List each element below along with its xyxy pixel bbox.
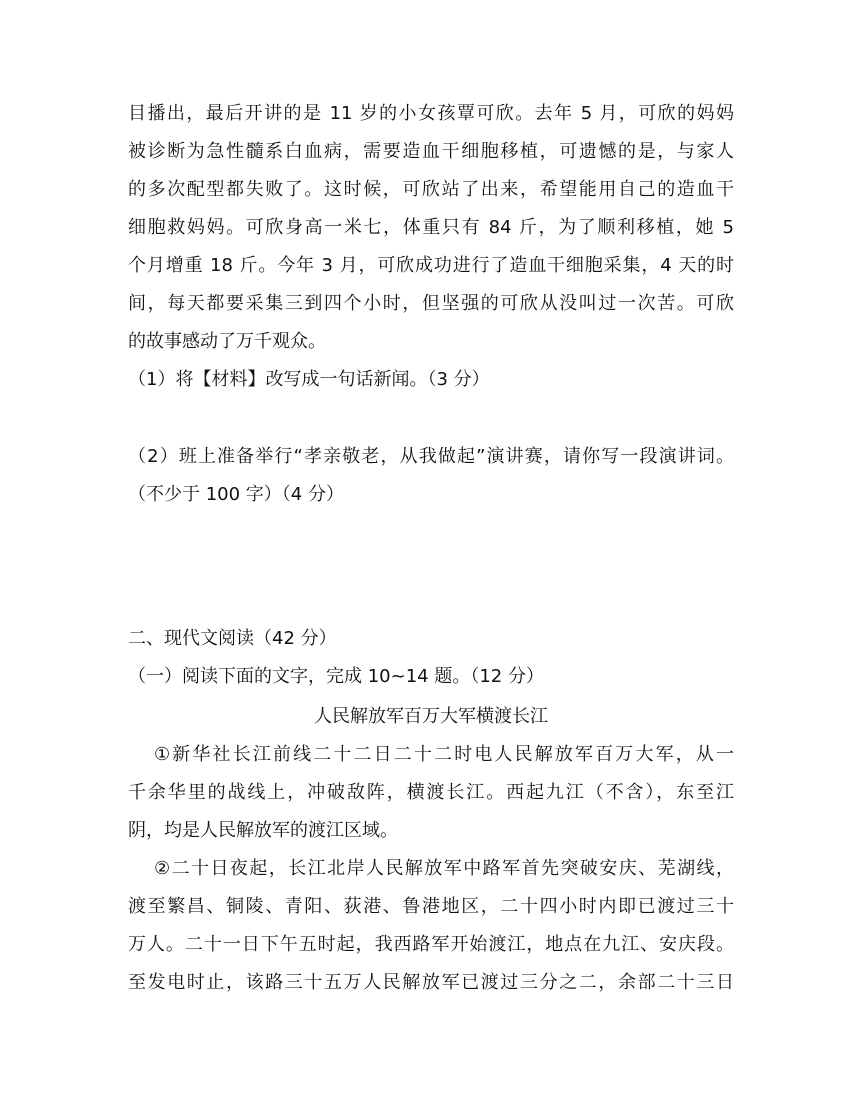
material-line-5: 个月增重 18 斤。今年 3 月，可欣成功进行了造血干细胞采集，4 天的时 [128,255,734,276]
article-para-2-line-1: ②二十日夜起，长江北岸人民解放军中路军首先突破安庆、芜湖线， [154,858,734,879]
material-line-3: 的多次配型都失败了。这时候，可欣站了出来，希望能用自己的造血干 [128,179,734,200]
material-line-6: 间，每天都要采集三到四个小时，但坚强的可欣从没叫过一次苦。可欣 [128,293,734,314]
article-para-1-line-2: 千余华里的战线上，冲破敌阵，横渡长江。西起九江（不含），东至江 [128,782,734,803]
material-line-4: 细胞救妈妈。可欣身高一米七，体重只有 84 斤，为了顺利移植，她 5 [128,217,734,238]
material-line-7: 的故事感动了万千观众。 [128,331,326,352]
subsection-1-heading: （一）阅读下面的文字，完成 10~14 题。（12 分） [128,666,544,687]
question-2-line-1: （2）班上准备举行“孝亲敬老，从我做起”演讲赛，请你写一段演讲词。 [128,446,734,467]
article-para-1-line-1: ①新华社长江前线二十二日二十二时电人民解放军百万大军，从一 [154,744,734,765]
article-para-2-line-2: 渡至繁昌、铜陵、青阳、荻港、鲁港地区，二十四小时内即已渡过三十 [128,896,734,917]
question-1: （1）将【材料】改写成一句话新闻。（3 分） [128,369,490,390]
article-title: 人民解放军百万大军横渡长江 [314,706,548,727]
question-2-line-2: （不少于 100 字）（4 分） [128,484,344,505]
material-line-1: 目播出，最后开讲的是 11 岁的小女孩覃可欣。去年 5 月，可欣的妈妈 [128,103,734,124]
article-para-2-line-3: 万人。二十一日下午五时起，我西路军开始渡江，地点在九江、安庆段。 [128,934,734,955]
material-line-2: 被诊断为急性髓系白血病，需要造血干细胞移植，可遗憾的是，与家人 [128,141,734,162]
article-para-1-line-3: 阴，均是人民解放军的渡江区域。 [128,820,398,841]
section-2-heading: 二、现代文阅读（42 分） [128,628,337,649]
article-para-2-line-4: 至发电时止，该路三十五万人民解放军已渡过三分之二，余部二十三日 [128,972,734,993]
